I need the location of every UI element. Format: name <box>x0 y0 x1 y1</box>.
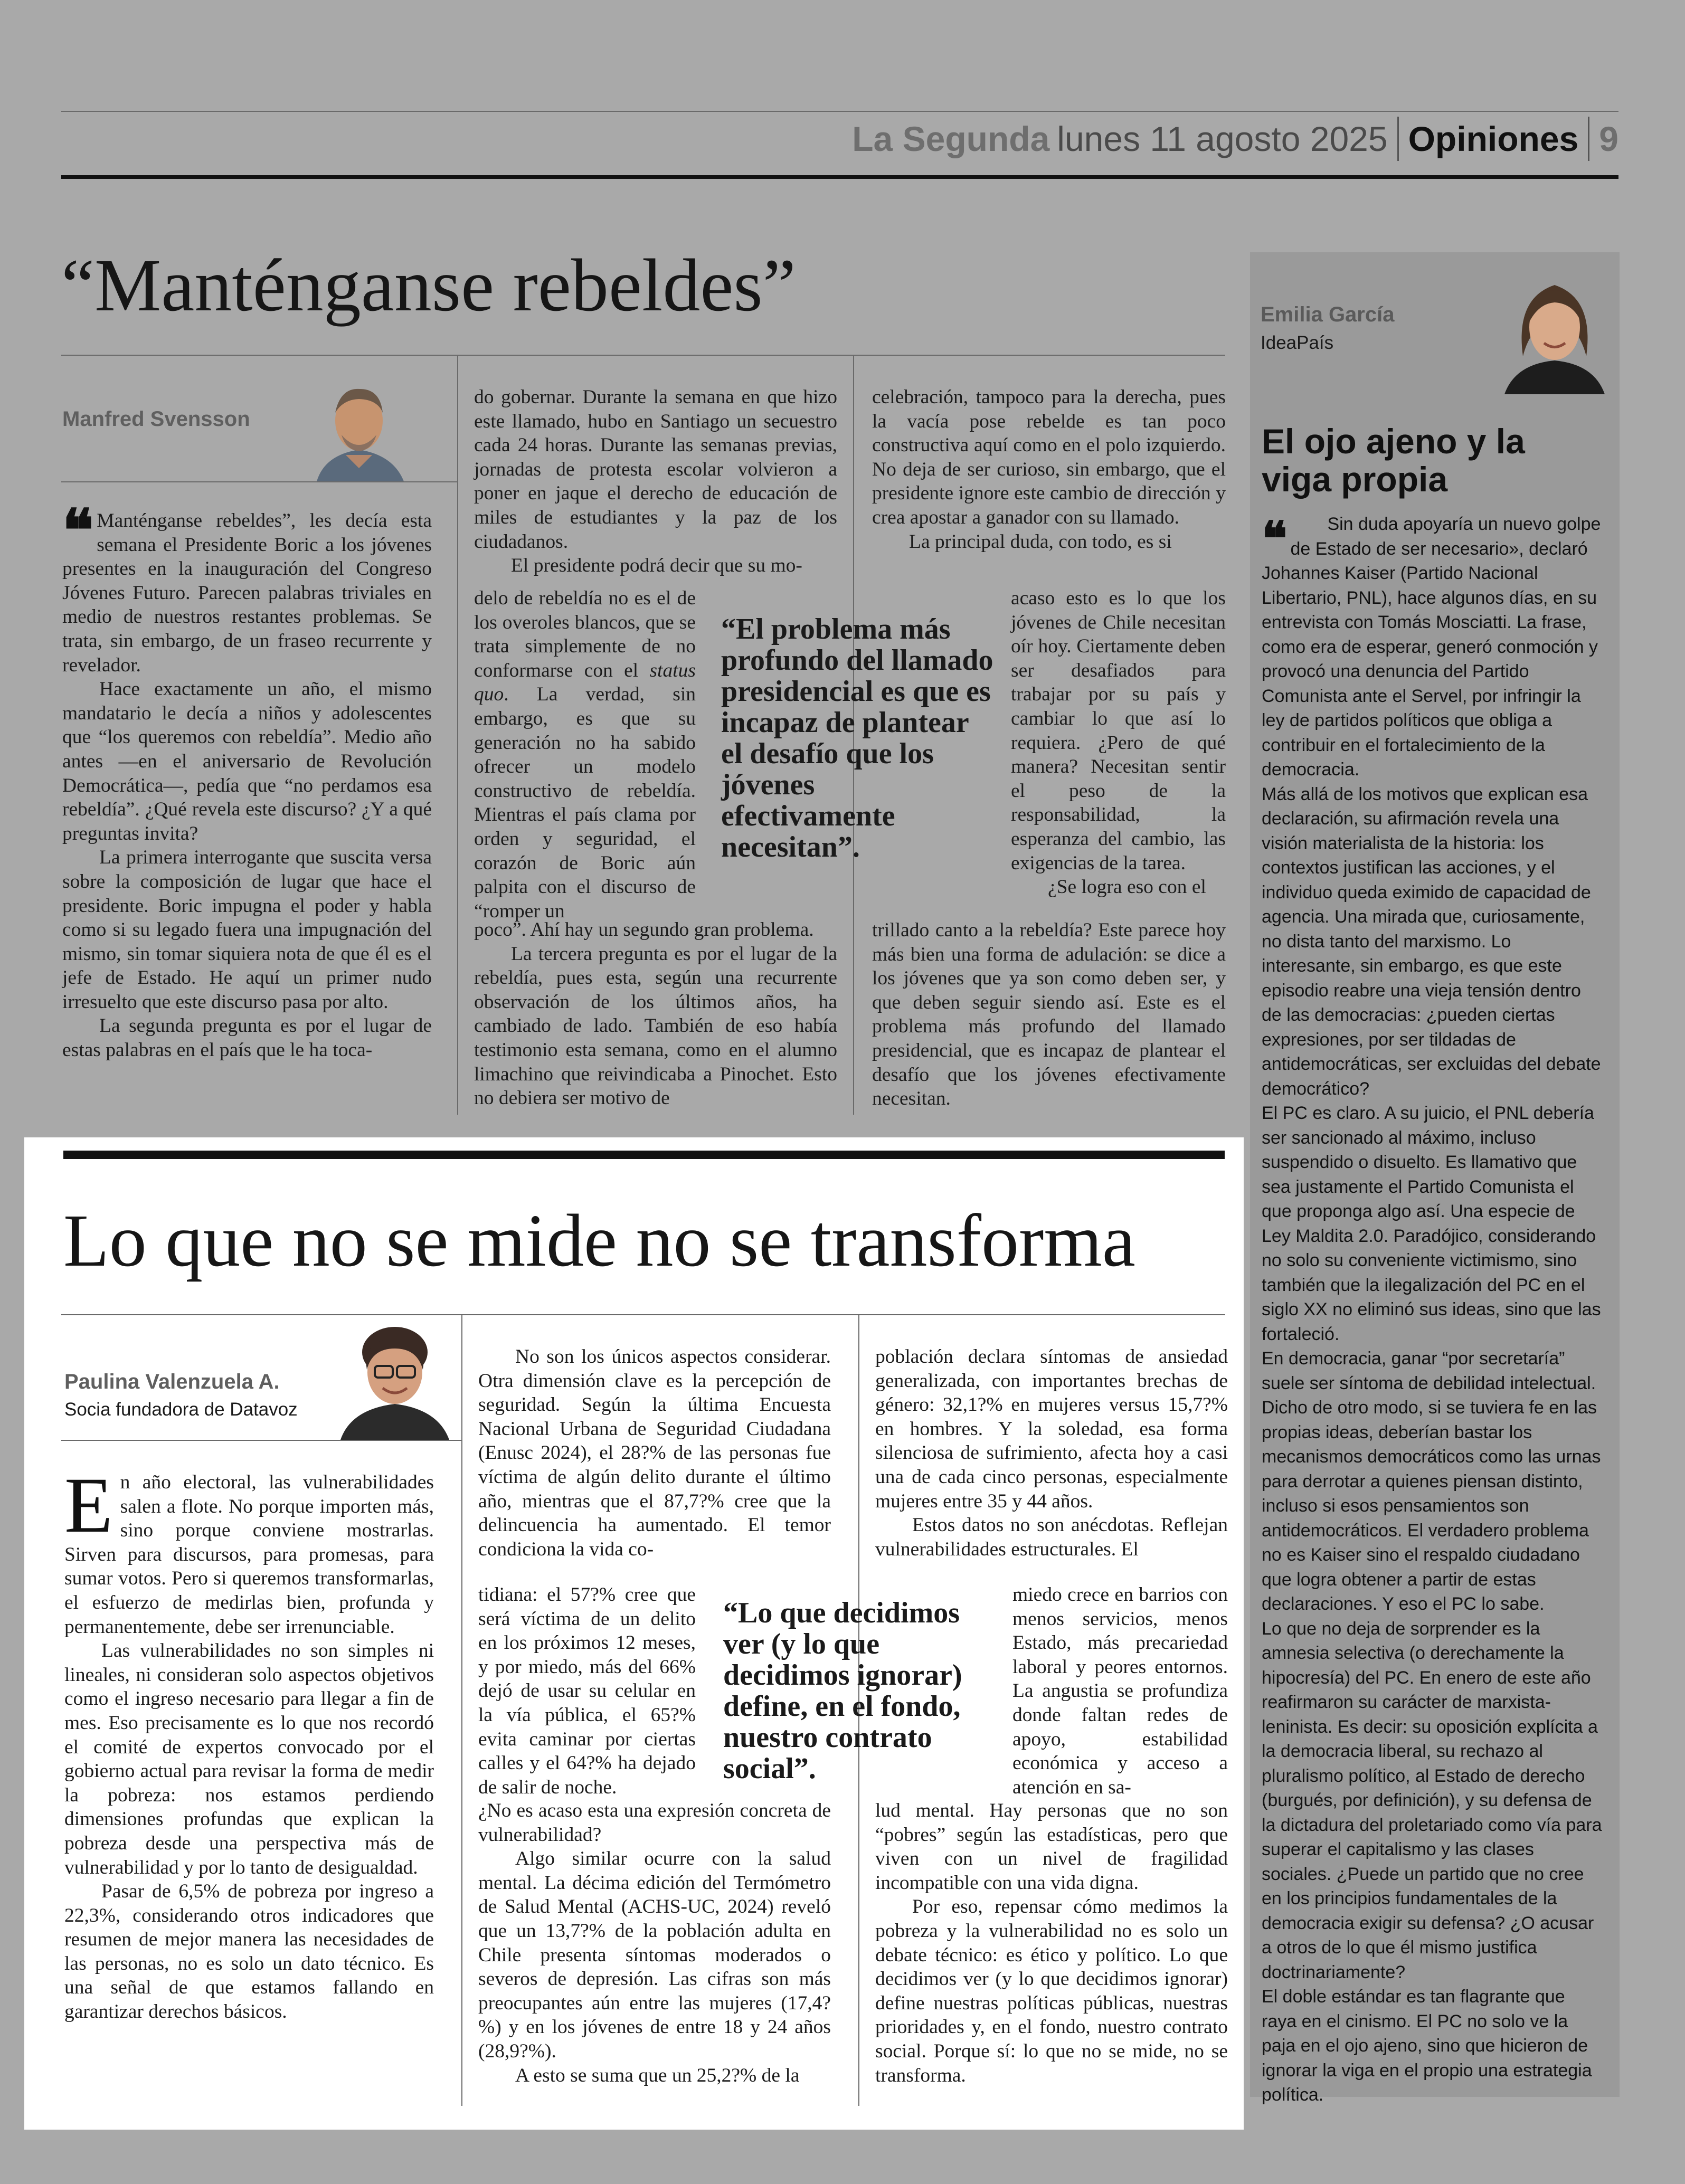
paragraph: Estos datos no son anécdotas. Reflejan vulnerabilidades estructurales. El <box>875 1514 1228 1560</box>
paragraph: Hace exactamente un año, el mismo mandatario le decía a niños y adolescentes que “los queremos con rebeldía”. Medio año antes —en el aniversario de Revolución Democrática—, pedía que “no perdamos esa rebeldía”. ¿Qué revela este discurso? ¿Y a qué preguntas invita? <box>62 678 432 844</box>
paragraph: El doble estándar es tan flagrante que raya en el cinismo. El PC no solo ve la paja en el ojo ajeno, sino que hicieron de ignorar la viga en el propio una estrategia política. <box>1262 1987 1592 2105</box>
article1-column-2-middle <box>474 586 696 920</box>
paragraph: A esto se suma que un 25,2?% de la <box>515 2064 800 2086</box>
article1-title: “Manténganse rebeldes” <box>61 243 796 327</box>
paragraph: Manténganse rebeldes”, les decía esta semana el Presidente Boric a los jóvenes presentes en la inauguración del Congreso Jóvenes Futuro. Parecen palabras triviales en medio de nuestros restantes problemas. Se trata, sin embargo, de un fraseo recurrente y revelador. <box>62 510 432 676</box>
paragraph: Algo similar ocurre con la salud mental. La décima edición del Termómetro de Salud Mental (ACHS-UC, 2024) reveló que un 13,7?% de la población adulta en Chile presenta síntomas moderados o severos de depresión. Las cifras son más preocupantes aún entre las mujeres (17,4?%) y en los jóvenes de entre 18 y 24 años (28,9?%). <box>478 1848 831 2062</box>
article2-top-bar <box>63 1151 1225 1159</box>
paragraph: do gobernar. Durante la semana en que hizo este llamado, hubo en Santiago un secuestro cada 24 horas. Durante las semanas previas, jornadas de protesta escolar volvieron a poner en jaque el derecho de educación de miles de estudiantes y la paz de los ciudadanos. <box>474 386 837 553</box>
author-photo-icon <box>293 376 425 481</box>
article2-column-3-bottom <box>875 1799 1228 2115</box>
article2-column-2-bottom <box>478 1799 831 2115</box>
paragraph: La primera interrogante que suscita versa sobre la composición de lugar que hace el presidente. Boric impugna el poder y habla como si su legado fuera una impugnación del mismo, sin tomar siquiera nota de que él es el jefe de Estado. He aquí un primer nudo irresuelto que este discurso pasa por alto. <box>62 847 432 1013</box>
article2-title: Lo que no se mide no se transforma <box>63 1199 1135 1282</box>
article1-column-1 <box>62 499 432 1121</box>
paragraph: La tercera pregunta es por el lugar de la rebeldía, pues esta, según una recurrente observación de los últimos años, ha cambiado de lado. También de eso había testimonio esta semana, como en el alumno limachino que reivindicaba a Pinochet. Esto no debiera ser motivo de <box>474 943 837 1109</box>
article2-column-3-middle <box>1012 1583 1228 1802</box>
article2-column-3-top <box>875 1345 1228 1588</box>
article2-pullquote: “Lo que decidimos ver (y lo que decidimos ignorar) define, en el fondo, nuestro contrato social”. <box>723 1597 962 1785</box>
masthead <box>852 115 1618 163</box>
paragraph: Lo que no deja de sorprender es la amnesia selectiva (o derechamente la hipocresía) del PC. En enero de este año reafirmaron su carácter de marxista-leninista. Es decir: su oposición explícita a la democracia liberal, su rechazo al pluralismo político, al Estado de derecho (burgués, por definición), y su defensa de la dictadura del proletariado como vía para superar el capitalismo y las clases sociales. ¿Puede un partido que no cree en los principios fundamentales de la democracia exigir su defensa? ¿O acusar a otros de lo que él mismo justifica doctrinariamente? <box>1262 1618 1602 1982</box>
sidebar-author: Emilia García <box>1261 303 1395 326</box>
paragraph: celebración, tampoco para la derecha, pues la vacía pose rebelde es tan poco constructiva aquí como en el polo izquierdo. No deja de ser curioso, sin embargo, que el presidente ignore este cambio de dirección y crea apostar a ganador con su llamado. <box>872 386 1226 528</box>
paragraph: La segunda pregunta es por el lugar de estas palabras en el país que le ha toca- <box>62 1015 432 1061</box>
paragraph: ¿No es acaso esta una expresión concreta de vulnerabilidad? <box>478 1800 831 1846</box>
author-photo-icon <box>1494 267 1615 394</box>
article2-author-role: Socia fundadora de Datavoz <box>64 1399 298 1420</box>
paragraph: lud mental. Hay personas que no son “pobres” según las estadísticas, pero que viven con un nivel de fragilidad incompatible con una vida digna. <box>875 1800 1228 1894</box>
paragraph: acaso esto es lo que los jóvenes de Chile necesitan oír hoy. Ciertamente deben ser desafiados para trabajar por su país y cambiar lo que así lo requiera. ¿Pero de qué manera? Necesitan sentir el peso de la responsabilidad, la esperanza del cambio, las exigencias de la tarea. <box>1011 587 1226 874</box>
paragraph: trillado canto a la rebeldía? Este parece hoy más bien una forma de adulación: se dice a los jóvenes que ya son como deben ser, y que deben seguir siendo así. Este es el problema más profundo del llamado presidencial, que es incapaz de plantear el desafío que los jóvenes efectivamente necesitan. <box>872 919 1226 1110</box>
sidebar-author-role: IdeaPaís <box>1261 333 1334 353</box>
page-number: 9 <box>1599 119 1618 158</box>
paragraph: No son los únicos aspectos considerar. Otra dimensión clave es la percepción de seguridad. Según la última Encuesta Nacional Urbana de Seguridad Ciudadana (Enusc 2024), el 28?% de las personas fue víctima de algún delito durante el último año, mientras que el 87,7?% cree que la delincuencia ha aumentado. El temor condiciona la vida co- <box>478 1346 831 1560</box>
article2-column-2-top <box>478 1345 831 1588</box>
paragraph: poco”. Ahí hay un segundo gran problema. <box>474 919 814 941</box>
article1-author: Manfred Svensson <box>62 407 250 431</box>
paragraph: n año electoral, las vulnerabilidades salen a flote. No porque importen más, sino porque conviene mostrarlas. Sirven para discursos, para promesas, para sumar votos. Pero si queremos transformarlas, el esfuerzo de medirlas bien, profunda y permanentemente, debe ser irrenunciable. <box>64 1471 434 1638</box>
article1-column-3-middle <box>1011 586 1226 899</box>
article2-title-rule <box>61 1314 1225 1315</box>
sidebar-title: El ojo ajeno y la viga propia <box>1262 422 1525 499</box>
opening-quote-icon: ❝ <box>62 499 94 563</box>
article2-column-1 <box>64 1461 434 2110</box>
issue-date: lunes 11 agosto 2025 <box>1057 119 1388 158</box>
article1-pullquote: “El problema más profundo del llamado presidencial es que es incapaz de plantear el desafío que los jóvenes efectivamente necesitan”. <box>721 613 993 863</box>
article1-column-2-bottom <box>474 918 837 1118</box>
column-divider <box>461 1314 462 2106</box>
header-bottom-rule <box>61 175 1618 179</box>
paragraph: población declara síntomas de ansiedad generalizada, con importantes brechas de género: 32,1?% en mujeres versus 15,7?% en hombres. Y la soledad, esa forma silenciosa de sufrimiento, afecta hoy a casi una de cada cinco personas, especialmente mujeres entre 35 y 44 años. <box>875 1346 1228 1512</box>
sidebar-body <box>1262 512 1605 2105</box>
paragraph: ¿Se logra eso con el <box>1048 876 1206 898</box>
paragraph: El presidente podrá decir que su mo- <box>511 555 802 577</box>
article2-column-2-middle <box>478 1583 696 1802</box>
article1-title-rule <box>61 355 1225 356</box>
article2-author-photo <box>330 1319 460 1440</box>
paragraph: Las vulnerabilidades no son simples ni lineales, ni consideran solo aspectos objetivos como el ingreso necesario para llegar a fin de mes. Eso precisamente es lo que nos recordó el comité de expertos convocado por el gobierno actual para revisar la forma de medir la pobreza: nos estamos perdiendo dimensiones profundas que explican la pobreza desde una perspectiva más de vulnerabilidad y por lo tanto de desigualdad. <box>64 1640 434 1878</box>
article1-author-photo <box>293 376 425 481</box>
column-divider <box>457 355 458 1115</box>
article2-byline-rule <box>61 1440 461 1441</box>
masthead-divider <box>1588 117 1589 161</box>
drop-cap: E <box>64 1461 113 1549</box>
masthead-divider <box>1397 117 1399 161</box>
author-photo-icon <box>330 1319 460 1440</box>
paragraph: Por eso, repensar cómo medimos la pobreza y la vulnerabilidad no es solo un debate técnico: es ético y político. Lo que decidimos ver (y lo que decidimos ignorar) define nuestras políticas públicas, nuestras prioridades y, en el fondo, nuestro contrato social. Porque sí: lo que no se mide, no se transforma. <box>875 1896 1228 2086</box>
paragraph: Pasar de 6,5% de pobreza por ingreso a 22,3%, considerando otros indicadores que resumen de mejor manera las necesidades de las personas, no es solo un dato técnico. Es una señal de que estamos fallando en garantizar derechos básicos. <box>64 1881 434 2023</box>
paragraph: miedo crece en barrios con menos servicios, menos Estado, más precariedad laboral y peores entornos. La angustia se profundiza donde faltan redes de apoyo, estabilidad económica y acceso a atención en sa- <box>1012 1584 1228 1798</box>
article1-column-2-top <box>474 385 837 582</box>
paragraph: Más allá de los motivos que explican esa declaración, su afirmación revela una visión materialista de la historia: los contextos justifican las acciones, y el individuo queda eximido de capacidad de agencia. Una mirada que, curiosamente, no dista tanto del marxismo. Lo interesante, sin embargo, es que este episodio reabre una vieja tensión dentro de las democracias: ¿pueden ciertas expresiones, por ser tildadas de antidemocráticas, ser excluidas del debate democrático? <box>1262 784 1601 1099</box>
article1-byline-rule <box>61 481 457 482</box>
paragraph: delo de rebeldía no es el de los overoles blancos, que se trata simplemente de no conformarse con el status quo. La verdad, sin embargo, es que su generación no ha sabido ofrecer un modelo constructivo de rebeldía. Mientras el país clama por orden y seguridad, el corazón de Boric aún palpita con el discurso de “romper un <box>474 587 696 922</box>
paragraph: La principal duda, con todo, es si <box>909 530 1172 553</box>
opening-quote-icon: ❝ <box>1262 514 1288 566</box>
newspaper-name: La Segunda <box>852 119 1050 158</box>
article1-column-3-top <box>872 385 1226 582</box>
header-top-rule <box>61 111 1618 112</box>
sidebar-author-photo <box>1494 267 1615 394</box>
article1-column-3-bottom <box>872 918 1226 1119</box>
paragraph: En democracia, ganar “por secretaría” suele ser síntoma de debilidad intelectual. Dicho de otro modo, si se tuviera fe en las propias ideas, deberían bastar los mecanismos democráticos como las urnas para derrotar a quienes piensan distinto, incluso si esos pensamientos son antidemocráticos. El verdadero problema no es Kaiser sino el respaldo ciudadano que logra obtener a partir de estas declaraciones. Y eso el PC lo sabe. <box>1262 1349 1601 1614</box>
paragraph: Sin duda apoyaría un nuevo golpe de Estado de ser necesario», declaró Johannes Kaiser (Partido Nacional Libertario, PNL), hace algunos días, en su entrevista con Tomás Mosciatti. La frase, como era de esperar, generó conmoción y provocó una denuncia del Partido Comunista ante el Servel, por infringir la ley de partidos políticos que obliga a contribuir en el fortalecimiento de la democracia. <box>1262 514 1601 780</box>
paragraph: tidiana: el 57?% cree que será víctima de un delito en los próximos 12 meses, y por miedo, más del 66% dejó de usar su celular en la vía pública, el 65?% evita caminar por ciertas calles y el 64?% ha dejado de salir de noche. <box>478 1584 696 1798</box>
article2-author: Paulina Valenzuela A. <box>64 1370 280 1393</box>
paragraph: El PC es claro. A su juicio, el PNL debería ser sancionado al máximo, incluso suspendido o disuelto. Es llamativo que sea justamente el Partido Comunista el que proponga algo así. Una especie de Ley Maldita 2.0. Paradójico, considerando no solo su conveniente victimismo, sino también que la ilegalización del PC en el siglo XX no eliminó sus ideas, sino que las fortaleció. <box>1262 1103 1601 1344</box>
section-name: Opiniones <box>1408 119 1579 158</box>
